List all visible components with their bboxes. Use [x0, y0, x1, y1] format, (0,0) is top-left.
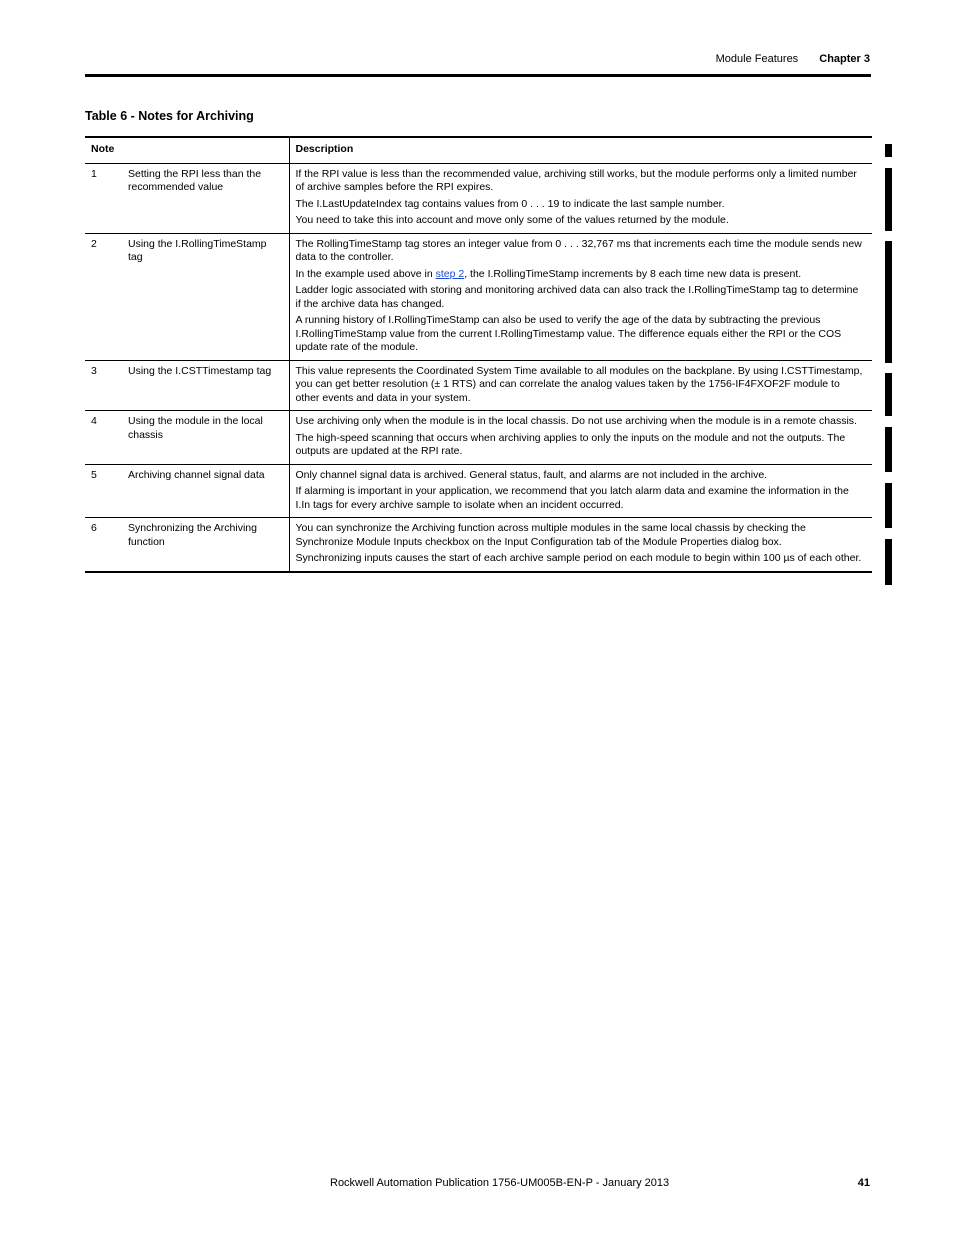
note-description [289, 464, 872, 518]
running-header [716, 53, 870, 65]
description-paragraph: Synchronizing inputs causes the start of each archive sample period on each module to begin within 100 µs of each other. [295, 552, 862, 564]
note-number: 5 [85, 464, 122, 518]
chapter-tab-marker [885, 373, 892, 416]
note-topic: Archiving channel signal data [122, 464, 289, 518]
table-row [85, 464, 872, 518]
note-description [289, 360, 872, 411]
column-header-description: Description [289, 137, 872, 163]
note-topic: Using the I.CSTTimestamp tag [122, 360, 289, 411]
note-topic: Setting the RPI less than the recommended value [122, 163, 289, 233]
chapter-tab-marker [885, 168, 892, 231]
description-paragraph-with-link [296, 268, 867, 282]
note-description [289, 233, 872, 360]
description-paragraph: The RollingTimeStamp tag stores an integer value from 0 . . . 32,767 ms that increments each time the module sends new data to the controller. [295, 237, 862, 263]
description-paragraph: You can synchronize the Archiving function across multiple modules in the same local chassis by checking the Synchronize Module Inputs checkbox on the Input Configuration tab of the Module Properties dialog box. [295, 522, 806, 548]
description-paragraph: Use archiving only when the module is in the local chassis. Do not use archiving when the module is in a remote chassis. [295, 415, 857, 427]
step-2-link[interactable]: step 2 [435, 267, 465, 280]
link-trail-text: , the I.RollingTimeStamp increments by 8 each time new data is present. [464, 267, 802, 280]
note-number: 1 [85, 163, 122, 233]
description-paragraph: This value represents the Coordinated System Time available to all modules on the backplane. By using I.CSTTimestamp, you can get better resolution (± 1 RTS) and can correlate the analog values taken by the 1756-IF4FXOF2F module to other events and data in your system. [295, 364, 863, 404]
table-row [85, 360, 872, 411]
description-paragraph: A running history of I.RollingTimeStamp can also be used to verify the age of the data by subtracting the previous I.RollingTimeStamp value from the current I.RollingTimestamp value. The difference equals either the RPI or the COS update rate of the module. [295, 314, 842, 353]
note-number: 4 [85, 411, 122, 465]
note-number: 3 [85, 360, 122, 411]
header-chapter-label: Chapter 3 [819, 53, 870, 65]
description-paragraph: If alarming is important in your application, we recommend that you latch alarm data and examine the information in the I.In tags for every archive sample to isolate when an incident occurred. [295, 485, 849, 511]
page-number: 41 [857, 1177, 870, 1189]
table-header-row [85, 137, 872, 163]
chapter-tab-marker [885, 241, 892, 363]
note-number: 2 [85, 233, 122, 360]
chapter-tab-marker [885, 144, 892, 157]
description-paragraph: Only channel signal data is archived. General status, fault, and alarms are not included in the archive. [295, 468, 768, 481]
chapter-tab-marker [885, 483, 892, 528]
note-topic: Using the I.RollingTimeStamp tag [122, 233, 289, 360]
table-row [85, 411, 872, 465]
description-paragraph: Ladder logic associated with storing and monitoring archived data can also track the I.RollingTimeStamp tag to determine if the archive data has changed. [295, 284, 859, 310]
note-description [289, 518, 872, 572]
table-row [85, 163, 872, 233]
column-header-note: Note [85, 137, 289, 163]
note-number: 6 [85, 518, 122, 572]
description-paragraph: If the RPI value is less than the recommended value, archiving still works, but the module performs only a limited number of archive samples before the RPI expires. [295, 167, 857, 193]
table-row [85, 518, 872, 572]
header-section-title: Module Features [715, 53, 799, 65]
description-paragraph: The high-speed scanning that occurs when archiving applies to only the inputs on the module and not the outputs. The outputs are updated at the RPI rate. [295, 431, 846, 457]
note-topic: Synchronizing the Archiving function [122, 518, 289, 572]
table-title: Table 6 - Notes for Archiving [85, 109, 254, 123]
header-rule [85, 74, 871, 77]
publication-info: Rockwell Automation Publication 1756-UM005B-EN-P - January 2013 [330, 1177, 670, 1189]
note-topic: Using the module in the local chassis [122, 411, 289, 465]
description-paragraph: The I.LastUpdateIndex tag contains values from 0 . . . 19 to indicate the last sample number. [295, 197, 725, 210]
note-description [289, 411, 872, 465]
link-lead-text: In the example used above in [295, 267, 436, 280]
chapter-tab-marker [885, 427, 892, 472]
notes-table [85, 136, 872, 573]
table-row [85, 233, 872, 360]
chapter-tab-marker [885, 539, 892, 585]
note-description [289, 163, 872, 233]
description-paragraph: You need to take this into account and move only some of the values returned by the module. [295, 214, 729, 226]
